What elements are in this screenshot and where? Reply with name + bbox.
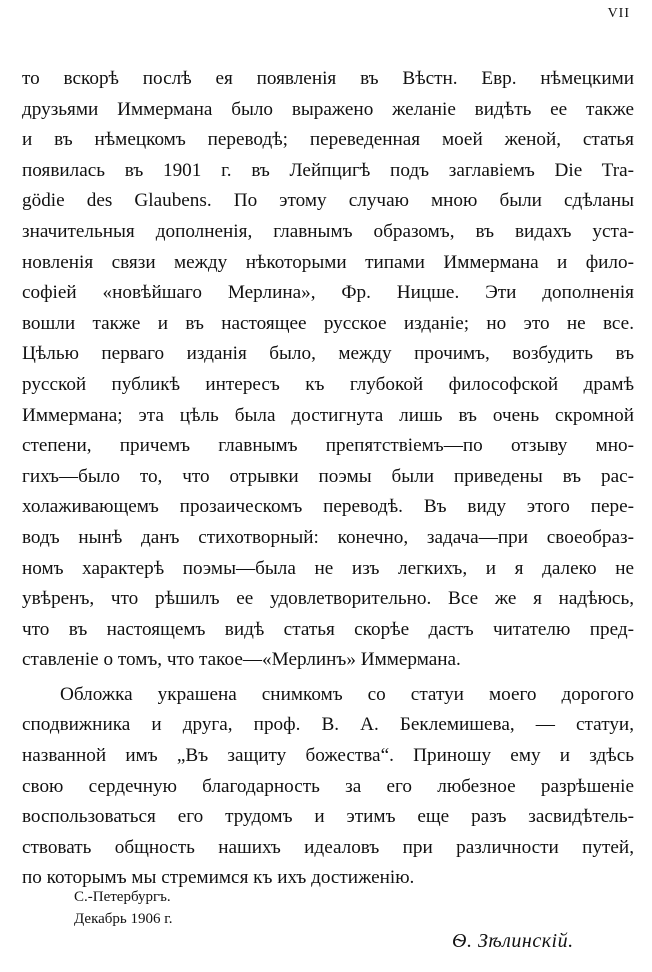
- text-line: вошли также и въ настоящее русское изданіе; но это не все.: [22, 312, 634, 334]
- text-line: Обложка украшена снимкомъ со статуи моего дорогого: [60, 683, 634, 705]
- paragraph-1: [22, 64, 634, 676]
- text-line: увѣренъ, что рѣшилъ ее удовлетворительно. Все же я надѣюсь,: [22, 588, 634, 610]
- place-and-date: [74, 886, 172, 930]
- text-line: сподвижника и друга, проф. В. А. Беклемишева, — статуи,: [22, 714, 634, 736]
- text-line: то вскорѣ послѣ ея появленія въ Вѣстн. Евр. нѣмецкими: [22, 68, 634, 89]
- page-number: VII: [607, 6, 630, 21]
- text-line: новленія связи между нѣкоторыми типами Иммермана и фило-: [22, 251, 634, 273]
- text-line: друзьями Иммермана было выражено желаніе видѣть ее также: [22, 98, 634, 120]
- text-line: воспользоваться его трудомъ и этимъ еще разъ засвидѣтель-: [22, 806, 634, 828]
- text-line: gödie des Glaubens. По этому случаю мною были сдѣланы: [22, 190, 634, 212]
- text-line: появилась въ 1901 г. въ Лейпцигѣ подъ заглавіемъ Die Tra-: [22, 159, 634, 181]
- text-line: свою сердечную благодарность за его любезное разрѣшеніе: [22, 775, 634, 797]
- text-line: Иммермана; эта цѣль была достигнута лишь въ очень скромной: [22, 404, 634, 426]
- place: С.-Петербургъ.: [74, 889, 171, 905]
- text-line: холаживающемъ прозаическомъ переводѣ. Въ виду этого пере-: [22, 496, 634, 518]
- text-line: значительныя дополненія, главнымъ образомъ, въ видахъ уста-: [22, 220, 634, 242]
- text-line: софіей «новѣйшаго Мерлина», Фр. Ницше. Эти дополненія: [22, 282, 634, 304]
- text-line: ставленіе о томъ, что такое—«Мерлинъ» Иммермана.: [22, 649, 461, 671]
- text-line: названной имъ „Въ защиту божества“. Приношу ему и здѣсь: [22, 745, 634, 767]
- text-line: и въ нѣмецкомъ переводѣ; переведенная моей женой, статья: [22, 129, 634, 151]
- text-line: по которымъ мы стремимся къ ихъ достиженію.: [22, 867, 415, 889]
- text-line: гихъ—было то, что отрывки поэмы были приведены въ рас-: [22, 465, 634, 487]
- text-line: Цѣлью перваго изданія было, между прочимъ, возбудить въ: [22, 343, 634, 365]
- text-line: номъ характерѣ поэмы—была не изъ легкихъ, и я далеко не: [22, 557, 634, 579]
- text-line: русской публикѣ интересъ къ глубокой философской драмѣ: [22, 373, 634, 395]
- paragraph-2: [22, 680, 634, 894]
- author-signature: Ѳ. Зѣлинскій.: [452, 930, 574, 952]
- text-line: водъ нынѣ данъ стихотворный: конечно, задача—при своеобраз-: [22, 526, 634, 548]
- text-line: что въ настоящемъ видѣ статья скорѣе дастъ читателю пред-: [22, 618, 634, 640]
- body-text: [22, 64, 634, 894]
- date: Декабрь 1906 г.: [74, 911, 173, 927]
- text-line: ствовать общность нашихъ идеаловъ при различности путей,: [22, 836, 634, 858]
- text-line: степени, причемъ главнымъ препятствіемъ—по отзыву мно-: [22, 435, 634, 457]
